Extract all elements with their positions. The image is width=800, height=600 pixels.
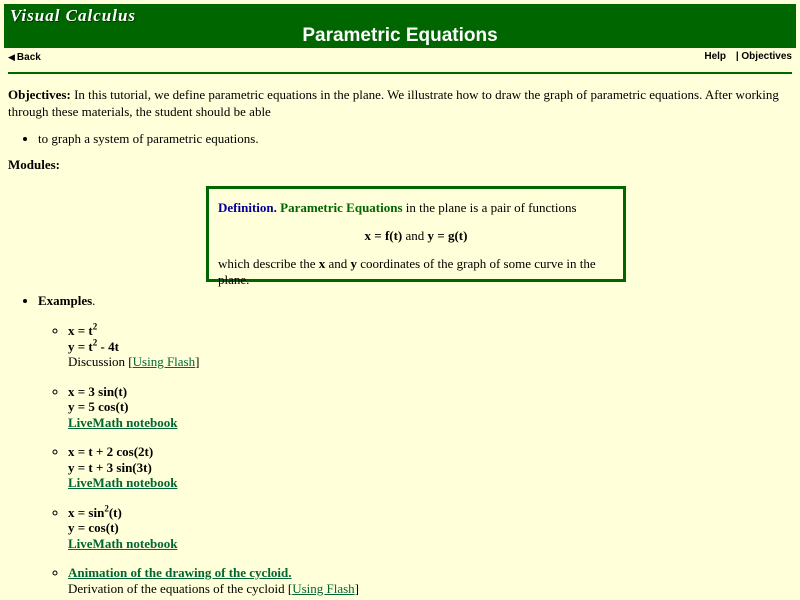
back-link[interactable]	[8, 52, 41, 63]
cycloid-derivation	[68, 581, 359, 596]
example-4-x	[68, 505, 359, 521]
site-logo[interactable]: Visual Calculus	[10, 6, 137, 25]
definition-equations	[209, 228, 623, 244]
example-3-y: y = t + 3 sin(3t)	[68, 459, 152, 475]
definition-eq-x: x = f(t)	[364, 228, 403, 243]
definition-y: y	[350, 256, 357, 271]
bracket-close: ]	[354, 580, 360, 596]
objectives-link[interactable]: Objectives	[741, 51, 792, 62]
examples-sublist	[38, 323, 359, 596]
examples-period: .	[92, 293, 96, 308]
objectives-label: Objectives:	[8, 87, 71, 102]
nav-separator: |	[735, 51, 739, 62]
example-1	[68, 323, 359, 370]
definition-x: x	[318, 256, 326, 271]
example-3-livemath-link[interactable]: LiveMath notebook	[68, 475, 178, 490]
definition-line-3	[218, 256, 623, 288]
example-1-y-exp: 2	[92, 337, 98, 348]
nav-right-links	[704, 51, 792, 62]
objectives-list	[8, 130, 794, 147]
example-1-y	[68, 339, 359, 355]
definition-term: Parametric Equations	[280, 200, 403, 215]
example-4-x-exp: 2	[104, 503, 109, 514]
definition-line-1	[218, 200, 577, 216]
definition-box	[206, 186, 626, 287]
example-4-y: y = cos(t)	[68, 520, 119, 535]
example-4	[68, 505, 359, 552]
modules-label: Modules:	[8, 157, 60, 172]
definition-text-3b: and	[325, 256, 351, 271]
example-1-flash-link[interactable]: Using Flash	[132, 354, 196, 369]
definition-text-3c: coordinates of the graph of some curve in the plane.	[218, 256, 596, 287]
header-divider	[8, 72, 792, 74]
definition-text-1: in the plane is a pair of functions	[402, 200, 577, 215]
example-3-x: ◦ x = t + 2 cos(2t)	[68, 444, 154, 459]
page-header	[4, 4, 796, 48]
examples-label: Examples	[38, 293, 93, 308]
examples-list	[8, 292, 359, 600]
definition-and: and	[402, 228, 428, 243]
example-2-y: y = 5 cos(t)	[68, 399, 129, 414]
example-1-y-text: y = t	[68, 338, 93, 354]
definition-text-3a: which describe the	[218, 256, 319, 271]
example-4-livemath-link[interactable]: LiveMath notebook	[68, 535, 178, 551]
derivation-label: Derivation of the equations of the cycloid [	[68, 580, 293, 596]
cycloid-animation-link[interactable]: Animation of the drawing of the cycloid.	[68, 565, 292, 580]
example-1-y-rest: - 4t	[97, 338, 119, 354]
example-1-x-text: x = t	[68, 323, 93, 338]
example-1-x-exp: 2	[92, 321, 98, 332]
cycloid-flash-link[interactable]: Using Flash	[292, 580, 355, 596]
help-link[interactable]: Help	[704, 51, 727, 62]
nav-bar	[8, 51, 792, 67]
objectives-paragraph	[8, 86, 794, 120]
back-label: Back	[16, 52, 41, 63]
example-4-x-text: x = sin	[68, 504, 105, 520]
example-2-livemath-link[interactable]: LiveMath notebook	[68, 414, 178, 430]
example-4-x-rest: (t)	[108, 504, 122, 520]
examples-item	[38, 292, 359, 596]
objectives-text: In this tutorial, we define parametric equations in the plane. We illustrate how to draw the graph of parametric equations. After working through these materials, the student should be able	[8, 87, 779, 119]
bracket-close: ]	[195, 354, 200, 369]
example-1-x	[68, 323, 359, 339]
definition-word: Definition.	[218, 200, 277, 215]
triangle-left-icon: ◀	[8, 52, 15, 62]
example-1-discussion	[68, 354, 199, 369]
discussion-label: Discussion [	[68, 354, 133, 369]
example-5	[68, 565, 359, 596]
definition-eq-y: y = g(t)	[427, 228, 468, 243]
example-2	[68, 384, 359, 431]
example-3	[68, 444, 359, 491]
page-title: Parametric Equations	[302, 25, 498, 46]
main-content	[8, 86, 794, 596]
list-item: • to graph a system of parametric equations.	[38, 130, 794, 147]
example-2-x: ◦ x = 3 sin(t)	[68, 383, 128, 399]
